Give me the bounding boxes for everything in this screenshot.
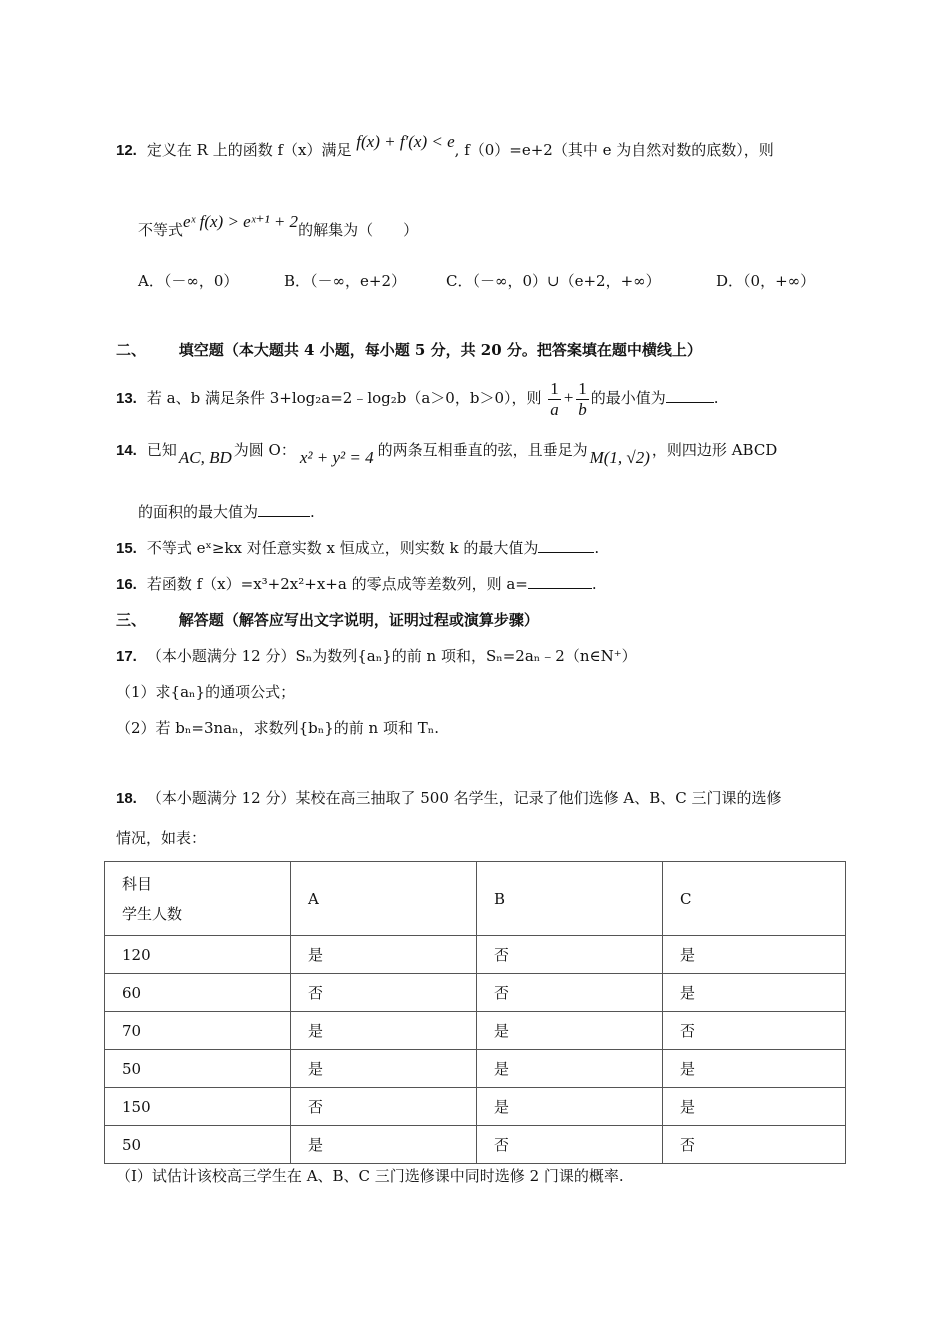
cell-c: 否	[663, 1126, 846, 1164]
header-student-count: 学生人数	[122, 904, 183, 923]
header-col-c: C	[663, 862, 846, 936]
cell-a: 是	[291, 936, 477, 974]
table-row	[105, 1126, 846, 1164]
circle-equation: x² + y² = 4	[299, 448, 374, 467]
section-desc: （本大题共 4 小题，每小题 5 分，共 20 分。把答案填在题中横线上）	[223, 341, 702, 359]
section-desc: （解答应写出文字说明，证明过程或演算步骤）	[223, 611, 539, 629]
q14-text: 已知	[146, 441, 177, 459]
q17-part1: （1）求{aₙ}的通项公式；	[116, 683, 296, 701]
section-title: 解答题	[178, 611, 224, 629]
q14-text-c: 的两条互相垂直的弦，且垂足为	[377, 441, 588, 459]
q12-option-d: D．（0，+∞）	[716, 272, 816, 290]
cell-a: 是	[291, 1050, 477, 1088]
cell-c: 是	[663, 936, 846, 974]
fraction-1-over-b: $\frac{1}{b}$	[578, 378, 587, 419]
chords-formula: AC, BD	[178, 448, 232, 467]
cell-count: 50	[105, 1050, 291, 1088]
cell-a: 否	[291, 1088, 477, 1126]
cell-a: 是	[291, 1126, 477, 1164]
q12-text-cont: , f（0）=e+2（其中 e 为自然对数的底数），则	[454, 141, 774, 159]
cell-c: 是	[663, 1050, 846, 1088]
header-subject: 科目	[122, 874, 153, 893]
section-2-heading	[116, 340, 702, 360]
q18-line2: 情况，如表：	[116, 829, 207, 847]
header-col-b: B	[477, 862, 663, 936]
table-row	[105, 1050, 846, 1088]
cell-b: 否	[477, 936, 663, 974]
section-index: 二、	[116, 341, 147, 359]
question-number: 15.	[116, 540, 137, 557]
table-header-row	[105, 862, 846, 936]
cell-b: 否	[477, 974, 663, 1012]
q12-line1	[116, 132, 774, 161]
q17-line	[116, 646, 637, 667]
question-number: 13.	[116, 390, 137, 407]
q12-condition-formula: f(x) + f′(x) < e	[356, 132, 455, 151]
table-row	[105, 936, 846, 974]
q12-text: 定义在 R 上的函数 f（x）满足	[146, 141, 352, 159]
cell-count: 50	[105, 1126, 291, 1164]
q13-text: 若 a、b 满足条件 3+log₂a=2﹣log₂b（a＞0，b＞0），则	[146, 389, 542, 407]
period: .	[591, 575, 597, 593]
q17-text: （本小题满分 12 分）Sₙ为数列{aₙ}的前 n 项和，Sₙ=2aₙ﹣2（n∈N⁺）	[146, 647, 637, 665]
q18-text: （本小题满分 12 分）某校在高三抽取了 500 名学生，记录了他们选修 A、B、C 三门课的选修	[146, 789, 782, 807]
q14-text-b: 为圆 O：	[233, 441, 296, 459]
q14-line1	[116, 440, 778, 467]
section-title: 填空题	[178, 341, 224, 359]
q12-option-a: A．（－∞，0）	[138, 272, 239, 290]
answer-blank	[666, 388, 714, 403]
cell-c: 是	[663, 974, 846, 1012]
q13-text-cont: 的最小值为	[590, 389, 666, 407]
section-3-heading	[116, 610, 539, 630]
plus-sign: +	[562, 388, 575, 407]
q18-part1: （Ⅰ）试估计该校高三学生在 A、B、C 三门选修课中同时选修 2 门课的概率.	[116, 1167, 624, 1185]
course-selection-table	[104, 861, 846, 1164]
question-number: 17.	[116, 648, 137, 665]
foot-point: M(1, √2)	[589, 448, 650, 467]
question-number: 16.	[116, 576, 137, 593]
fraction-1-over-a: $\frac{1}{a}$	[550, 378, 559, 419]
cell-b: 是	[477, 1012, 663, 1050]
cell-b: 否	[477, 1126, 663, 1164]
q17-part2: （2）若 bₙ=3naₙ，求数列{bₙ}的前 n 项和 Tₙ.	[116, 719, 440, 737]
q14-line2	[138, 502, 315, 522]
q12-ineq-label: 不等式	[138, 221, 184, 239]
section-index: 三、	[116, 611, 147, 629]
question-number: 14.	[116, 442, 137, 459]
answer-blank	[258, 502, 310, 517]
table-row	[105, 1012, 846, 1050]
cell-b: 是	[477, 1050, 663, 1088]
q12-option-c: C．（－∞，0）∪（e+2，+∞）	[446, 272, 661, 290]
cell-a: 是	[291, 1012, 477, 1050]
q16-text: 若函数 f（x）=x³+2x²+x+a 的零点成等差数列，则 a=	[146, 575, 528, 593]
q15-text: 不等式 eˣ≥kx 对任意实数 x 恒成立，则实数 k 的最大值为	[146, 539, 539, 557]
cell-count: 120	[105, 936, 291, 974]
q16-line	[116, 574, 597, 595]
cell-c: 否	[663, 1012, 846, 1050]
table-row	[105, 974, 846, 1012]
cell-count: 150	[105, 1088, 291, 1126]
table-row	[105, 1088, 846, 1126]
cell-count: 60	[105, 974, 291, 1012]
question-number: 18.	[116, 790, 137, 807]
cell-b: 是	[477, 1088, 663, 1126]
question-number: 12.	[116, 142, 137, 159]
q12-inequality-formula: eˣ f(x) > eˣ⁺¹ + 2	[183, 212, 299, 231]
q12-line2	[138, 212, 419, 240]
period: .	[310, 503, 315, 521]
q12-solution-set: 的解集为（ ）	[298, 221, 419, 239]
cell-a: 否	[291, 974, 477, 1012]
answer-blank	[528, 574, 592, 589]
q14-text-d: ，则四边形 ABCD	[651, 441, 778, 459]
header-corner-cell	[105, 862, 291, 936]
period: .	[713, 389, 719, 407]
period: .	[594, 539, 600, 557]
q13-line	[116, 378, 719, 420]
q15-line	[116, 538, 599, 559]
q12-option-b: B．（－∞，e+2）	[284, 272, 407, 290]
cell-count: 70	[105, 1012, 291, 1050]
cell-c: 是	[663, 1088, 846, 1126]
q18-line1	[116, 788, 782, 809]
header-col-a: A	[291, 862, 477, 936]
q14-text-line2: 的面积的最大值为	[138, 503, 259, 521]
answer-blank	[538, 538, 594, 553]
